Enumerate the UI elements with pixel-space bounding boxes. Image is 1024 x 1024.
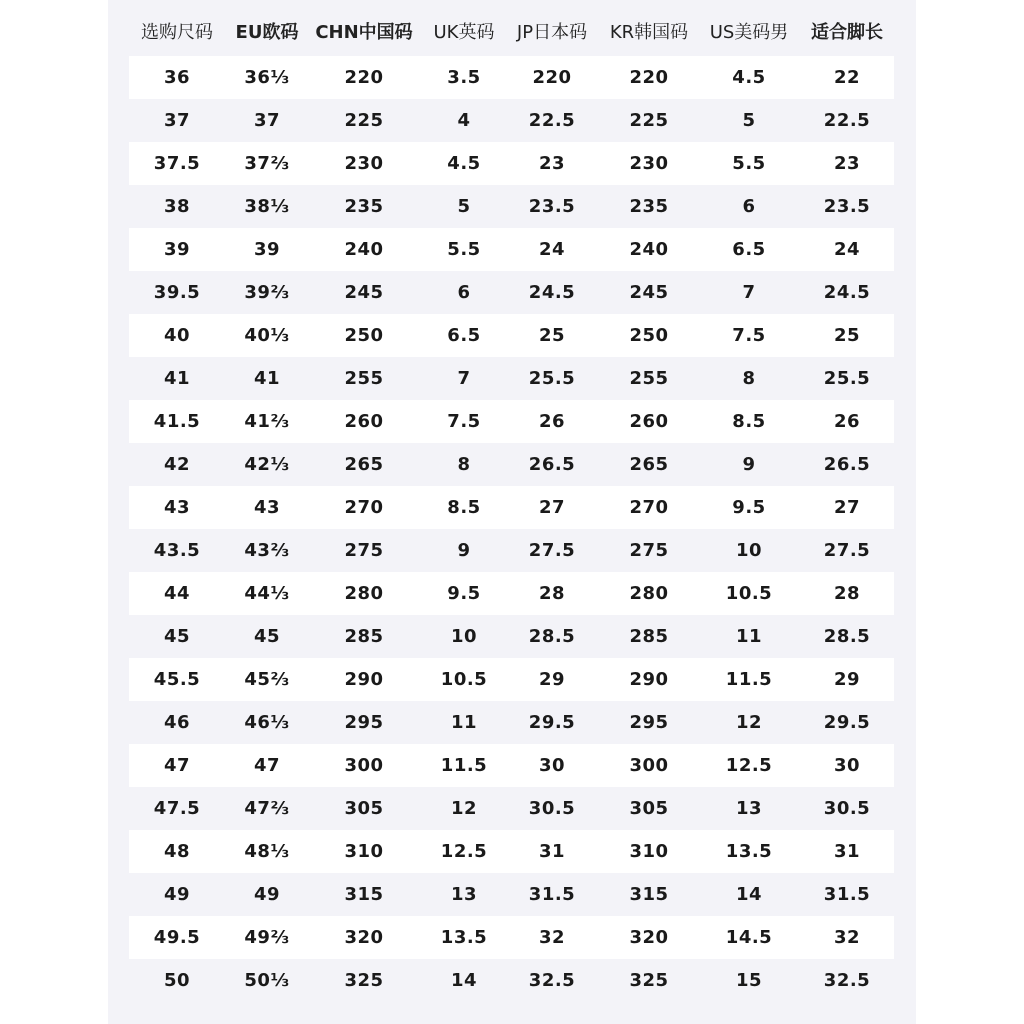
table-cell: 275 <box>629 540 669 561</box>
table-cell: 220 <box>532 67 572 88</box>
table-cell: 270 <box>629 497 669 518</box>
table-cell: 4.5 <box>447 153 481 174</box>
table-cell: 280 <box>629 583 669 604</box>
table-cell: 11.5 <box>440 755 488 776</box>
table-cell: 225 <box>629 110 669 131</box>
table-cell: 8 <box>457 454 471 475</box>
table-cell: 9 <box>742 454 756 475</box>
table-cell: 220 <box>344 67 384 88</box>
table-cell: 13.5 <box>440 927 488 948</box>
table-cell: 25.5 <box>528 368 576 389</box>
table-cell: 29.5 <box>823 712 871 733</box>
table-row <box>129 314 894 357</box>
table-cell: 240 <box>629 239 669 260</box>
table-cell: 5 <box>742 110 756 131</box>
table-cell: 47⅔ <box>244 798 290 819</box>
table-row <box>129 142 894 185</box>
table-cell: 48⅓ <box>244 841 290 862</box>
table-cell: 3.5 <box>447 67 481 88</box>
table-cell: 4.5 <box>732 67 766 88</box>
table-cell: 8 <box>742 368 756 389</box>
table-cell: 46⅓ <box>244 712 290 733</box>
table-cell: 250 <box>344 325 384 346</box>
table-cell: 39.5 <box>153 282 201 303</box>
table-cell: 325 <box>344 970 384 991</box>
table-cell: 315 <box>344 884 384 905</box>
table-cell: 260 <box>344 411 384 432</box>
table-cell: 47 <box>163 755 191 776</box>
table-cell: 37.5 <box>153 153 201 174</box>
table-cell: 7.5 <box>447 411 481 432</box>
table-cell: 11 <box>450 712 478 733</box>
table-cell: 39 <box>163 239 191 260</box>
table-cell: 22.5 <box>823 110 871 131</box>
table-cell: 230 <box>344 153 384 174</box>
table-cell: 36 <box>163 67 191 88</box>
table-cell: 23.5 <box>528 196 576 217</box>
table-cell: 31 <box>833 841 861 862</box>
table-cell: 46 <box>163 712 191 733</box>
table-cell: 265 <box>344 454 384 475</box>
table-row <box>129 228 894 271</box>
table-cell: 8.5 <box>732 411 766 432</box>
table-cell: 30.5 <box>528 798 576 819</box>
table-cell: 13.5 <box>725 841 773 862</box>
table-cell: 31 <box>538 841 566 862</box>
table-cell: 12.5 <box>440 841 488 862</box>
table-row <box>129 400 894 443</box>
table-cell: 11.5 <box>725 669 773 690</box>
table-cell: 255 <box>629 368 669 389</box>
table-cell: 320 <box>629 927 669 948</box>
table-cell: 285 <box>344 626 384 647</box>
table-cell: 30.5 <box>823 798 871 819</box>
table-cell: 235 <box>629 196 669 217</box>
table-cell: 27 <box>538 497 566 518</box>
table-cell: 300 <box>344 755 384 776</box>
table-cell: 6.5 <box>447 325 481 346</box>
table-cell: 44 <box>163 583 191 604</box>
table-cell: 290 <box>629 669 669 690</box>
table-cell: 28 <box>833 583 861 604</box>
table-row <box>129 529 894 572</box>
table-cell: 15 <box>735 970 763 991</box>
table-cell: 5.5 <box>447 239 481 260</box>
table-cell: 27.5 <box>823 540 871 561</box>
table-row <box>129 271 894 314</box>
table-cell: 37 <box>253 110 281 131</box>
table-cell: 49⅔ <box>244 927 290 948</box>
table-cell: 28.5 <box>528 626 576 647</box>
table-row <box>129 357 894 400</box>
table-cell: 45 <box>253 626 281 647</box>
table-cell: 265 <box>629 454 669 475</box>
table-cell: 37⅔ <box>244 153 290 174</box>
table-row <box>129 916 894 959</box>
table-cell: 245 <box>344 282 384 303</box>
table-cell: 14 <box>735 884 763 905</box>
table-cell: 47 <box>253 755 281 776</box>
table-cell: 23.5 <box>823 196 871 217</box>
table-cell: 28.5 <box>823 626 871 647</box>
table-cell: 14.5 <box>725 927 773 948</box>
table-cell: 260 <box>629 411 669 432</box>
table-cell: 30 <box>538 755 566 776</box>
table-cell: 31.5 <box>823 884 871 905</box>
column-header: CHN中国码 <box>315 22 413 43</box>
table-cell: 230 <box>629 153 669 174</box>
table-cell: 29 <box>538 669 566 690</box>
table-cell: 41.5 <box>153 411 201 432</box>
table-cell: 49.5 <box>153 927 201 948</box>
table-row <box>129 959 894 1002</box>
table-cell: 8.5 <box>447 497 481 518</box>
table-cell: 295 <box>629 712 669 733</box>
table-cell: 250 <box>629 325 669 346</box>
column-header: JP日本码 <box>516 22 588 43</box>
column-header: 适合脚长 <box>811 22 883 43</box>
table-cell: 310 <box>344 841 384 862</box>
table-cell: 26 <box>833 411 861 432</box>
table-row <box>129 787 894 830</box>
table-cell: 49 <box>253 884 281 905</box>
table-cell: 42 <box>163 454 191 475</box>
table-cell: 11 <box>735 626 763 647</box>
table-cell: 7.5 <box>732 325 766 346</box>
table-cell: 5.5 <box>732 153 766 174</box>
column-header: EU欧码 <box>235 22 299 43</box>
table-cell: 29.5 <box>528 712 576 733</box>
table-cell: 13 <box>735 798 763 819</box>
column-header: 选购尺码 <box>141 22 213 43</box>
table-cell: 275 <box>344 540 384 561</box>
table-cell: 38⅓ <box>244 196 290 217</box>
table-cell: 14 <box>450 970 478 991</box>
table-cell: 255 <box>344 368 384 389</box>
table-cell: 45.5 <box>153 669 201 690</box>
table-cell: 13 <box>450 884 478 905</box>
table-cell: 32 <box>833 927 861 948</box>
table-cell: 28 <box>538 583 566 604</box>
table-cell: 48 <box>163 841 191 862</box>
table-cell: 280 <box>344 583 384 604</box>
table-cell: 29 <box>833 669 861 690</box>
table-cell: 40⅓ <box>244 325 290 346</box>
table-row <box>129 572 894 615</box>
table-cell: 24 <box>538 239 566 260</box>
table-cell: 38 <box>163 196 191 217</box>
table-cell: 32 <box>538 927 566 948</box>
table-cell: 305 <box>344 798 384 819</box>
table-cell: 240 <box>344 239 384 260</box>
table-cell: 245 <box>629 282 669 303</box>
table-cell: 305 <box>629 798 669 819</box>
table-cell: 22.5 <box>528 110 576 131</box>
table-cell: 36⅓ <box>244 67 290 88</box>
table-cell: 12 <box>450 798 478 819</box>
table-cell: 43 <box>253 497 281 518</box>
table-cell: 10.5 <box>440 669 488 690</box>
table-cell: 43.5 <box>153 540 201 561</box>
table-cell: 50 <box>163 970 191 991</box>
table-cell: 25.5 <box>823 368 871 389</box>
table-cell: 40 <box>163 325 191 346</box>
table-cell: 25 <box>538 325 566 346</box>
table-cell: 4 <box>457 110 471 131</box>
table-cell: 45 <box>163 626 191 647</box>
table-cell: 295 <box>344 712 384 733</box>
table-cell: 30 <box>833 755 861 776</box>
table-row <box>129 873 894 916</box>
table-row <box>129 744 894 787</box>
table-cell: 44⅓ <box>244 583 290 604</box>
table-cell: 6 <box>742 196 756 217</box>
table-cell: 315 <box>629 884 669 905</box>
table-cell: 26 <box>538 411 566 432</box>
table-cell: 23 <box>538 153 566 174</box>
table-cell: 32.5 <box>823 970 871 991</box>
table-cell: 24 <box>833 239 861 260</box>
table-cell: 290 <box>344 669 384 690</box>
table-cell: 32.5 <box>528 970 576 991</box>
table-cell: 6 <box>457 282 471 303</box>
table-cell: 50⅓ <box>244 970 290 991</box>
table-cell: 24.5 <box>528 282 576 303</box>
table-cell: 300 <box>629 755 669 776</box>
table-cell: 220 <box>629 67 669 88</box>
table-row <box>129 701 894 744</box>
table-cell: 225 <box>344 110 384 131</box>
table-cell: 45⅔ <box>244 669 290 690</box>
table-cell: 43⅔ <box>244 540 290 561</box>
table-cell: 270 <box>344 497 384 518</box>
table-cell: 49 <box>163 884 191 905</box>
column-header: KR韩国码 <box>609 22 689 43</box>
table-cell: 39 <box>253 239 281 260</box>
table-cell: 42⅓ <box>244 454 290 475</box>
table-row <box>129 185 894 228</box>
table-row <box>129 830 894 873</box>
table-cell: 285 <box>629 626 669 647</box>
table-row <box>129 658 894 701</box>
table-cell: 12.5 <box>725 755 773 776</box>
table-cell: 47.5 <box>153 798 201 819</box>
table-cell: 320 <box>344 927 384 948</box>
table-cell: 9 <box>457 540 471 561</box>
size-chart-rows <box>108 0 916 1024</box>
table-row <box>129 615 894 658</box>
table-cell: 27 <box>833 497 861 518</box>
table-cell: 31.5 <box>528 884 576 905</box>
table-cell: 37 <box>163 110 191 131</box>
table-cell: 26.5 <box>528 454 576 475</box>
table-cell: 6.5 <box>732 239 766 260</box>
column-header: UK英码 <box>433 22 495 43</box>
table-cell: 41 <box>163 368 191 389</box>
table-cell: 5 <box>457 196 471 217</box>
table-row <box>129 486 894 529</box>
table-cell: 9.5 <box>732 497 766 518</box>
table-cell: 7 <box>742 282 756 303</box>
table-cell: 41 <box>253 368 281 389</box>
table-cell: 10 <box>450 626 478 647</box>
table-cell: 9.5 <box>447 583 481 604</box>
table-cell: 39⅔ <box>244 282 290 303</box>
table-cell: 325 <box>629 970 669 991</box>
table-cell: 41⅔ <box>244 411 290 432</box>
table-cell: 27.5 <box>528 540 576 561</box>
size-chart-panel <box>108 0 916 1024</box>
table-row <box>129 443 894 486</box>
table-cell: 43 <box>163 497 191 518</box>
table-cell: 22 <box>833 67 861 88</box>
table-cell: 7 <box>457 368 471 389</box>
table-cell: 25 <box>833 325 861 346</box>
table-row <box>129 99 894 142</box>
table-cell: 12 <box>735 712 763 733</box>
column-header: US美码男 <box>709 22 789 43</box>
table-cell: 24.5 <box>823 282 871 303</box>
table-cell: 235 <box>344 196 384 217</box>
table-cell: 10 <box>735 540 763 561</box>
table-cell: 23 <box>833 153 861 174</box>
table-cell: 310 <box>629 841 669 862</box>
table-cell: 10.5 <box>725 583 773 604</box>
table-row <box>129 56 894 99</box>
table-cell: 26.5 <box>823 454 871 475</box>
